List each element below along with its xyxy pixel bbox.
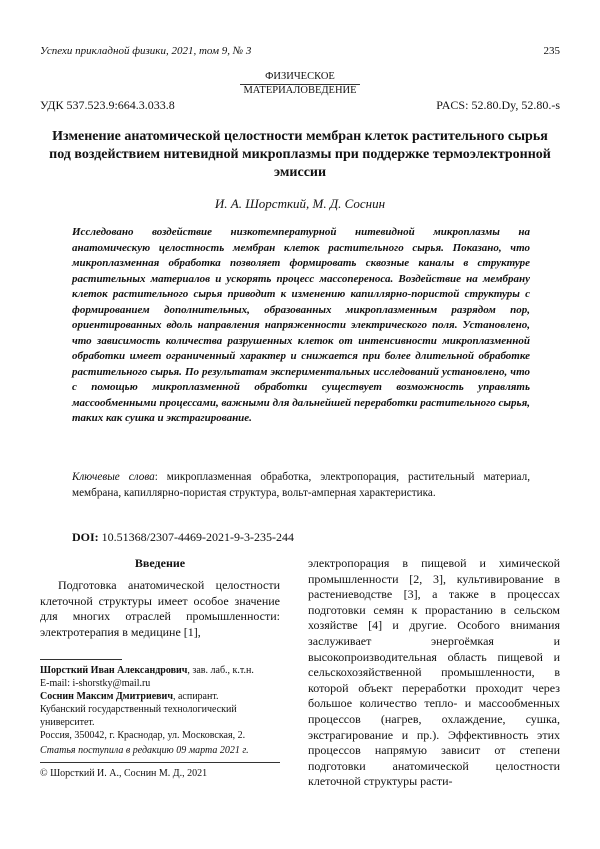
author2-position: , аспирант.	[172, 691, 219, 702]
footnote-divider	[40, 659, 122, 660]
author1-name: Шорсткий Иван Александрович	[40, 665, 188, 676]
section-label-line1: ФИЗИЧЕСКОЕ	[265, 71, 335, 82]
author-footnote	[40, 664, 280, 780]
received-date: Статья поступила в редакцию 09 марта 2021 г.	[40, 745, 249, 756]
author1-email[interactable]: E-mail: i-shorstky@mail.ru	[40, 678, 151, 689]
address: Россия, 350042, г. Краснодар, ул. Московская, 2.	[40, 730, 246, 741]
keywords-text: : микроплазменная обработка, электропорация, растительный материал, мембрана, капиллярно-пористая структура, вольт-амперная характеристика.	[72, 471, 530, 499]
article-authors: И. А. Шорсткий, М. Д. Соснин	[214, 196, 386, 211]
doi-label: DOI:	[72, 530, 99, 544]
section-label-line2: МАТЕРИАЛОВЕДЕНИЕ	[243, 85, 357, 96]
intro-heading: Введение	[134, 556, 186, 570]
article-title: Изменение анатомической целостности мембран клеток растительного сырья под воздействием нитевидной микроплазмы при поддержке термоэлектронной эмиссии	[49, 129, 551, 180]
page-number: 235	[543, 45, 560, 57]
left-column	[40, 556, 280, 640]
intro-paragraph-right: электропорация в пищевой и химической промышленности [2, 3], культивирование в растениеводстве [3], а также в процессах подготовки семян к прорастанию в сельском хозяйстве [4] и другие. Особого внимания заслуживает энергоёмкая и высокопроизводительная область пищевой и сельскохозяйственной промышленности, в которой объект переработки проходит через большое количество тепло- и массообменных процессов (нагрев, охлаждение, сушка, экстрагирование и пр.). Эффективность этих процессов напрямую зависит от степени подготовки анатомической целостности клеточной структуры расти-	[308, 556, 560, 789]
right-column	[308, 556, 560, 790]
author1-position: , зав. лаб., к.т.н.	[187, 665, 254, 676]
abstract: Исследовано воздействие низкотемпературной нитевидной микроплазмы на анатомическую целостность мембран клеток растительного сырья. Показано, что микроплазменная обработка позволяет формировать сквозные каналы в структуре растительных материалов и ускорять процесс массопереноса. Воздействие на мембрану клеток растительного сырья приводит к изменению капиллярно-пористой структуры с формированием дополнительных, образованных микроплазменным разрядом пор, ориентированных вдоль направления напряженности электрического поля. Установлено, что зависимость количества разрушенных клеток от интенсивности микроплазменной обработки имеет ограниченный характер и снижается при более длительной обработке растительного сырья. По результатам экспериментальных исследований установлено, что с помощью микроплазменной обработки существует возможность управлять массообменными процессами, важными для дальнейшей переработки растительного сырья, таких как сушка и экстрагирование.	[72, 226, 530, 424]
pacs-code: PACS: 52.80.Dy, 52.80.-s	[436, 98, 560, 112]
doi-value[interactable]: 10.51368/2307-4469-2021-9-3-235-244	[101, 530, 294, 544]
keywords	[72, 469, 530, 501]
journal-citation: Успехи прикладной физики, 2021, том 9, № 3	[40, 45, 252, 57]
copyright: © Шорсткий И. А., Соснин М. Д., 2021	[40, 768, 208, 779]
author2-name: Соснин Максим Дмитриевич	[40, 691, 173, 702]
affiliation: Кубанский государственный технологический университет.	[40, 704, 237, 728]
section-label	[200, 71, 400, 97]
intro-paragraph-left: Подготовка анатомической целостности клеточной структуры имеет особое значение для многих отраслей промышленности: электротерапия в медицине [1],	[40, 578, 280, 639]
copyright-divider	[40, 762, 280, 763]
udc-code: УДК 537.523.9:664.3.033.8	[40, 98, 175, 112]
doi	[72, 530, 294, 545]
keywords-label: Ключевые слова	[72, 471, 155, 483]
running-head	[40, 45, 560, 61]
